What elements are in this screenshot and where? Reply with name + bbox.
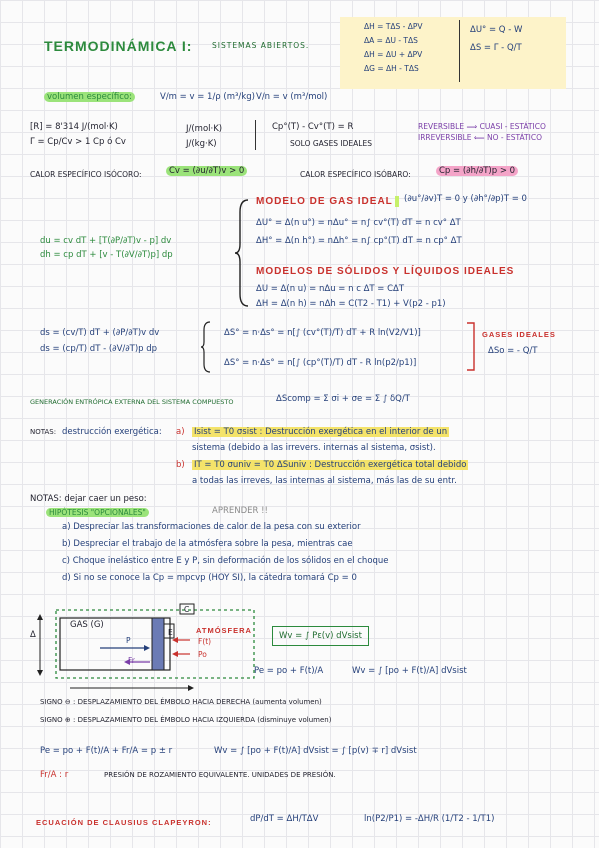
diagram-e-label: E (168, 628, 173, 637)
dh-equation: dh = cp dT + [v - T(∂V/∂T)p] dp (40, 250, 173, 260)
volumen-formula-1: V/m = v = 1/ρ (m³/kg) (160, 92, 255, 102)
note-b-text: IT = T0 σuniv = T0 ΔSuniv : Destrucción exergética total debido (194, 460, 467, 470)
cv-formula: Cv = (∂u/∂T)v > 0 (166, 166, 247, 176)
pe-work-formula: Wv = ∫ [po + F(t)/A] dVsist (352, 666, 467, 676)
fr-a-label: Fr/A : r (40, 770, 69, 780)
gas-ideal-heading (256, 196, 399, 207)
solo-gases-note: SOLO GASES IDEALES (290, 139, 372, 148)
solidos-u: ΔU = Δ(n u) = nΔu = n c ΔT = CΔT (256, 284, 405, 294)
notas-peso-label: NOTAS: dejar caer un peso: (30, 494, 147, 504)
clausius-formula-2: ln(P2/P1) = -ΔH/R (1/T2 - 1/T1) (364, 814, 495, 824)
divider (255, 120, 256, 150)
note-box-right (470, 21, 522, 57)
piston-diagram (30, 600, 260, 700)
note-line: ΔS = Γ - Q/T (470, 43, 522, 53)
hipotesis-a: a) Despreciar las transformaciones de calor de la pesa con su exterior (62, 522, 361, 532)
ds-equation-1: ds = (cv/T) dT + (∂P/∂T)v dv (40, 328, 160, 338)
gases-ideales-formula: ΔSo = - Q/T (488, 346, 538, 356)
diagram-atmosfera-label: ATMÓSFERA (196, 626, 252, 635)
ds-equation-2: ds = (cp/T) dT - (∂V/∂T)p dp (40, 344, 158, 354)
volumen-label (44, 92, 135, 102)
calor-isobaro-label: CALOR ESPECÍFICO ISÓBARO: (300, 170, 411, 179)
aprender-label: APRENDER !! (212, 506, 268, 516)
irreversible-note: IRREVERSIBLE ⟸ NO - ESTÁTICO (418, 133, 542, 142)
note-b-line-1 (192, 460, 468, 470)
bracket-right (466, 322, 476, 372)
diagram-delta-label: Δ (30, 630, 36, 640)
diagram-fr-label: Fr (128, 656, 135, 665)
note-box-left (364, 20, 423, 76)
page-subtitle: SISTEMAS ABIERTOS. (212, 41, 310, 50)
solidos-h: ΔH = Δ(n h) = nΔh = C(T2 - T1) + V(p2 - p1) (256, 299, 446, 309)
signo-negativo: SIGNO ⊖ : DESPLAZAMIENTO DEL ÉMBOLO HACIA DERECHA (aumenta volumen) (40, 698, 322, 706)
notas-destruccion-title: destrucción exergética: (62, 427, 162, 437)
cp-formula: Cp = (∂h/∂T)p > 0 (436, 166, 518, 176)
note-line: ΔG = ΔH - TΔS (364, 64, 419, 73)
diagram-p-label: P (126, 636, 131, 645)
note-divider (459, 20, 460, 82)
hipotesis-c: c) Choque inelástico entre E y P, sin deformación de los sólidos en el choque (62, 556, 389, 566)
constant-gamma: Γ = Cp/Cv > 1 Cp ó Cv (30, 137, 126, 147)
highlight-mark (395, 196, 399, 207)
entropy-s1: ΔS° = n·Δs° = n[∫ (cv°(T)/T) dT + R ln(V2/V1)] (224, 328, 421, 338)
page-title: TERMODINÁMICA I: (44, 38, 193, 54)
gas-ideal-dh: ΔH° = Δ(n h°) = nΔh° = n∫ cp°(T) dT = n cp° ΔT (256, 236, 462, 246)
mayer-relation: Cp°(T) - Cv°(T) = R (272, 122, 354, 132)
gas-ideal-conditions: (∂u°/∂v)T = 0 y (∂h°/∂p)T = 0 (404, 194, 527, 204)
note-a-marker: a) (176, 427, 185, 437)
generacion-label: GENERACIÓN ENTRÓPICA EXTERNA DEL SISTEMA COMPUESTO (30, 398, 234, 406)
note-a-line-1 (192, 427, 449, 437)
gas-ideal-heading-text: MODELO DE GAS IDEAL (256, 196, 393, 207)
diagram-c-label: C (184, 605, 190, 614)
note-line: ΔH = TΔS - ΔPV (364, 22, 423, 31)
brace-entropy (200, 320, 212, 374)
note-b-line-2: a todas las irreves, las internas al sistema, más las de su entr. (192, 476, 457, 486)
note-a-line-2: sistema (debido a las irrevers. internas al sistema, σsist). (192, 443, 436, 453)
note-line: ΔA = ΔU - TΔS (364, 36, 418, 45)
note-b-marker: b) (176, 460, 185, 470)
notas-label: NOTAS: (30, 428, 57, 436)
pe-friction-work: Wv = ∫ [po + F(t)/A] dVsist = ∫ [p(v) ∓ r] dVsist (214, 746, 417, 756)
brace-left (234, 198, 250, 308)
calor-isobaro-formula (436, 166, 518, 176)
note-line: ΔU° = Q - W (470, 25, 523, 35)
calor-isocoro-formula (166, 166, 247, 176)
clausius-formula-1: dP/dT = ΔH/TΔV (250, 814, 319, 824)
diagram-po-label: Po (198, 650, 207, 659)
constant-gamma-units: J/(kg·K) (186, 139, 217, 149)
diagram-ft-label: F(t) (198, 637, 212, 646)
pe-friction-formula: Pe = po + F(t)/A + Fr/A = p ± r (40, 746, 173, 756)
reversible-note: REVERSIBLE ⟹ CUASI - ESTÁTICO (418, 122, 546, 131)
du-equation: du = cv dT + [T(∂P/∂T)v - p] dv (40, 236, 172, 246)
calor-isocoro-label: CALOR ESPECÍFICO ISÓCORO: (30, 170, 142, 179)
diagram-gas-label: GAS (G) (70, 620, 104, 630)
signo-positivo: SIGNO ⊕ : DESPLAZAMIENTO DEL ÉMBOLO HACIA IZQUIERDA (disminuye volumen) (40, 716, 332, 724)
fr-a-description: PRESIÓN DE ROZAMIENTO EQUIVALENTE. UNIDADES DE PRESIÓN. (104, 771, 336, 779)
generacion-formula: ΔScomp = Σ σi + σe = Σ ∫ δQ/T (276, 394, 410, 404)
constant-r: [R] = 8'314 J/(mol·K) (30, 122, 118, 132)
volumen-formula-2: V/n = v (m³/mol) (256, 92, 328, 102)
note-line: ΔH = ΔU + ΔPV (364, 50, 423, 59)
note-a-text: Isist = T0 σsist : Destrucción exergética en el interior de un (194, 427, 448, 437)
gas-ideal-du: ΔU° = Δ(n u°) = nΔu° = n∫ cv°(T) dT = n cv° ΔT (256, 218, 461, 228)
work-formula-box: Wv = ∫ Pε(v) dVsist (272, 626, 369, 646)
solidos-heading: MODELOS DE SÓLIDOS Y LÍQUIDOS IDEALES (256, 266, 515, 277)
gases-ideales-label: GASES IDEALES (482, 330, 556, 339)
entropy-s2: ΔS° = n·Δs° = n[∫ (cp°(T)/T) dT - R ln(p2/p1)] (224, 358, 417, 368)
pe-formula: Pe = po + F(t)/A (254, 666, 324, 676)
hipotesis-text: HIPÓTESIS "OPCIONALES" (46, 508, 149, 517)
constant-r-units: J/(mol·K) (186, 124, 223, 134)
clausius-label: ECUACIÓN DE CLAUSIUS CLAPEYRON: (36, 818, 212, 827)
volumen-label-text: volumen específico: (44, 92, 135, 102)
hipotesis-label (46, 508, 149, 517)
hipotesis-d: d) Si no se conoce la Cp = mpcvp (HOY SI), la cátedra tomará Cp = 0 (62, 573, 357, 583)
hipotesis-b: b) Despreciar el trabajo de la atmósfera sobre la pesa, mientras cae (62, 539, 353, 549)
